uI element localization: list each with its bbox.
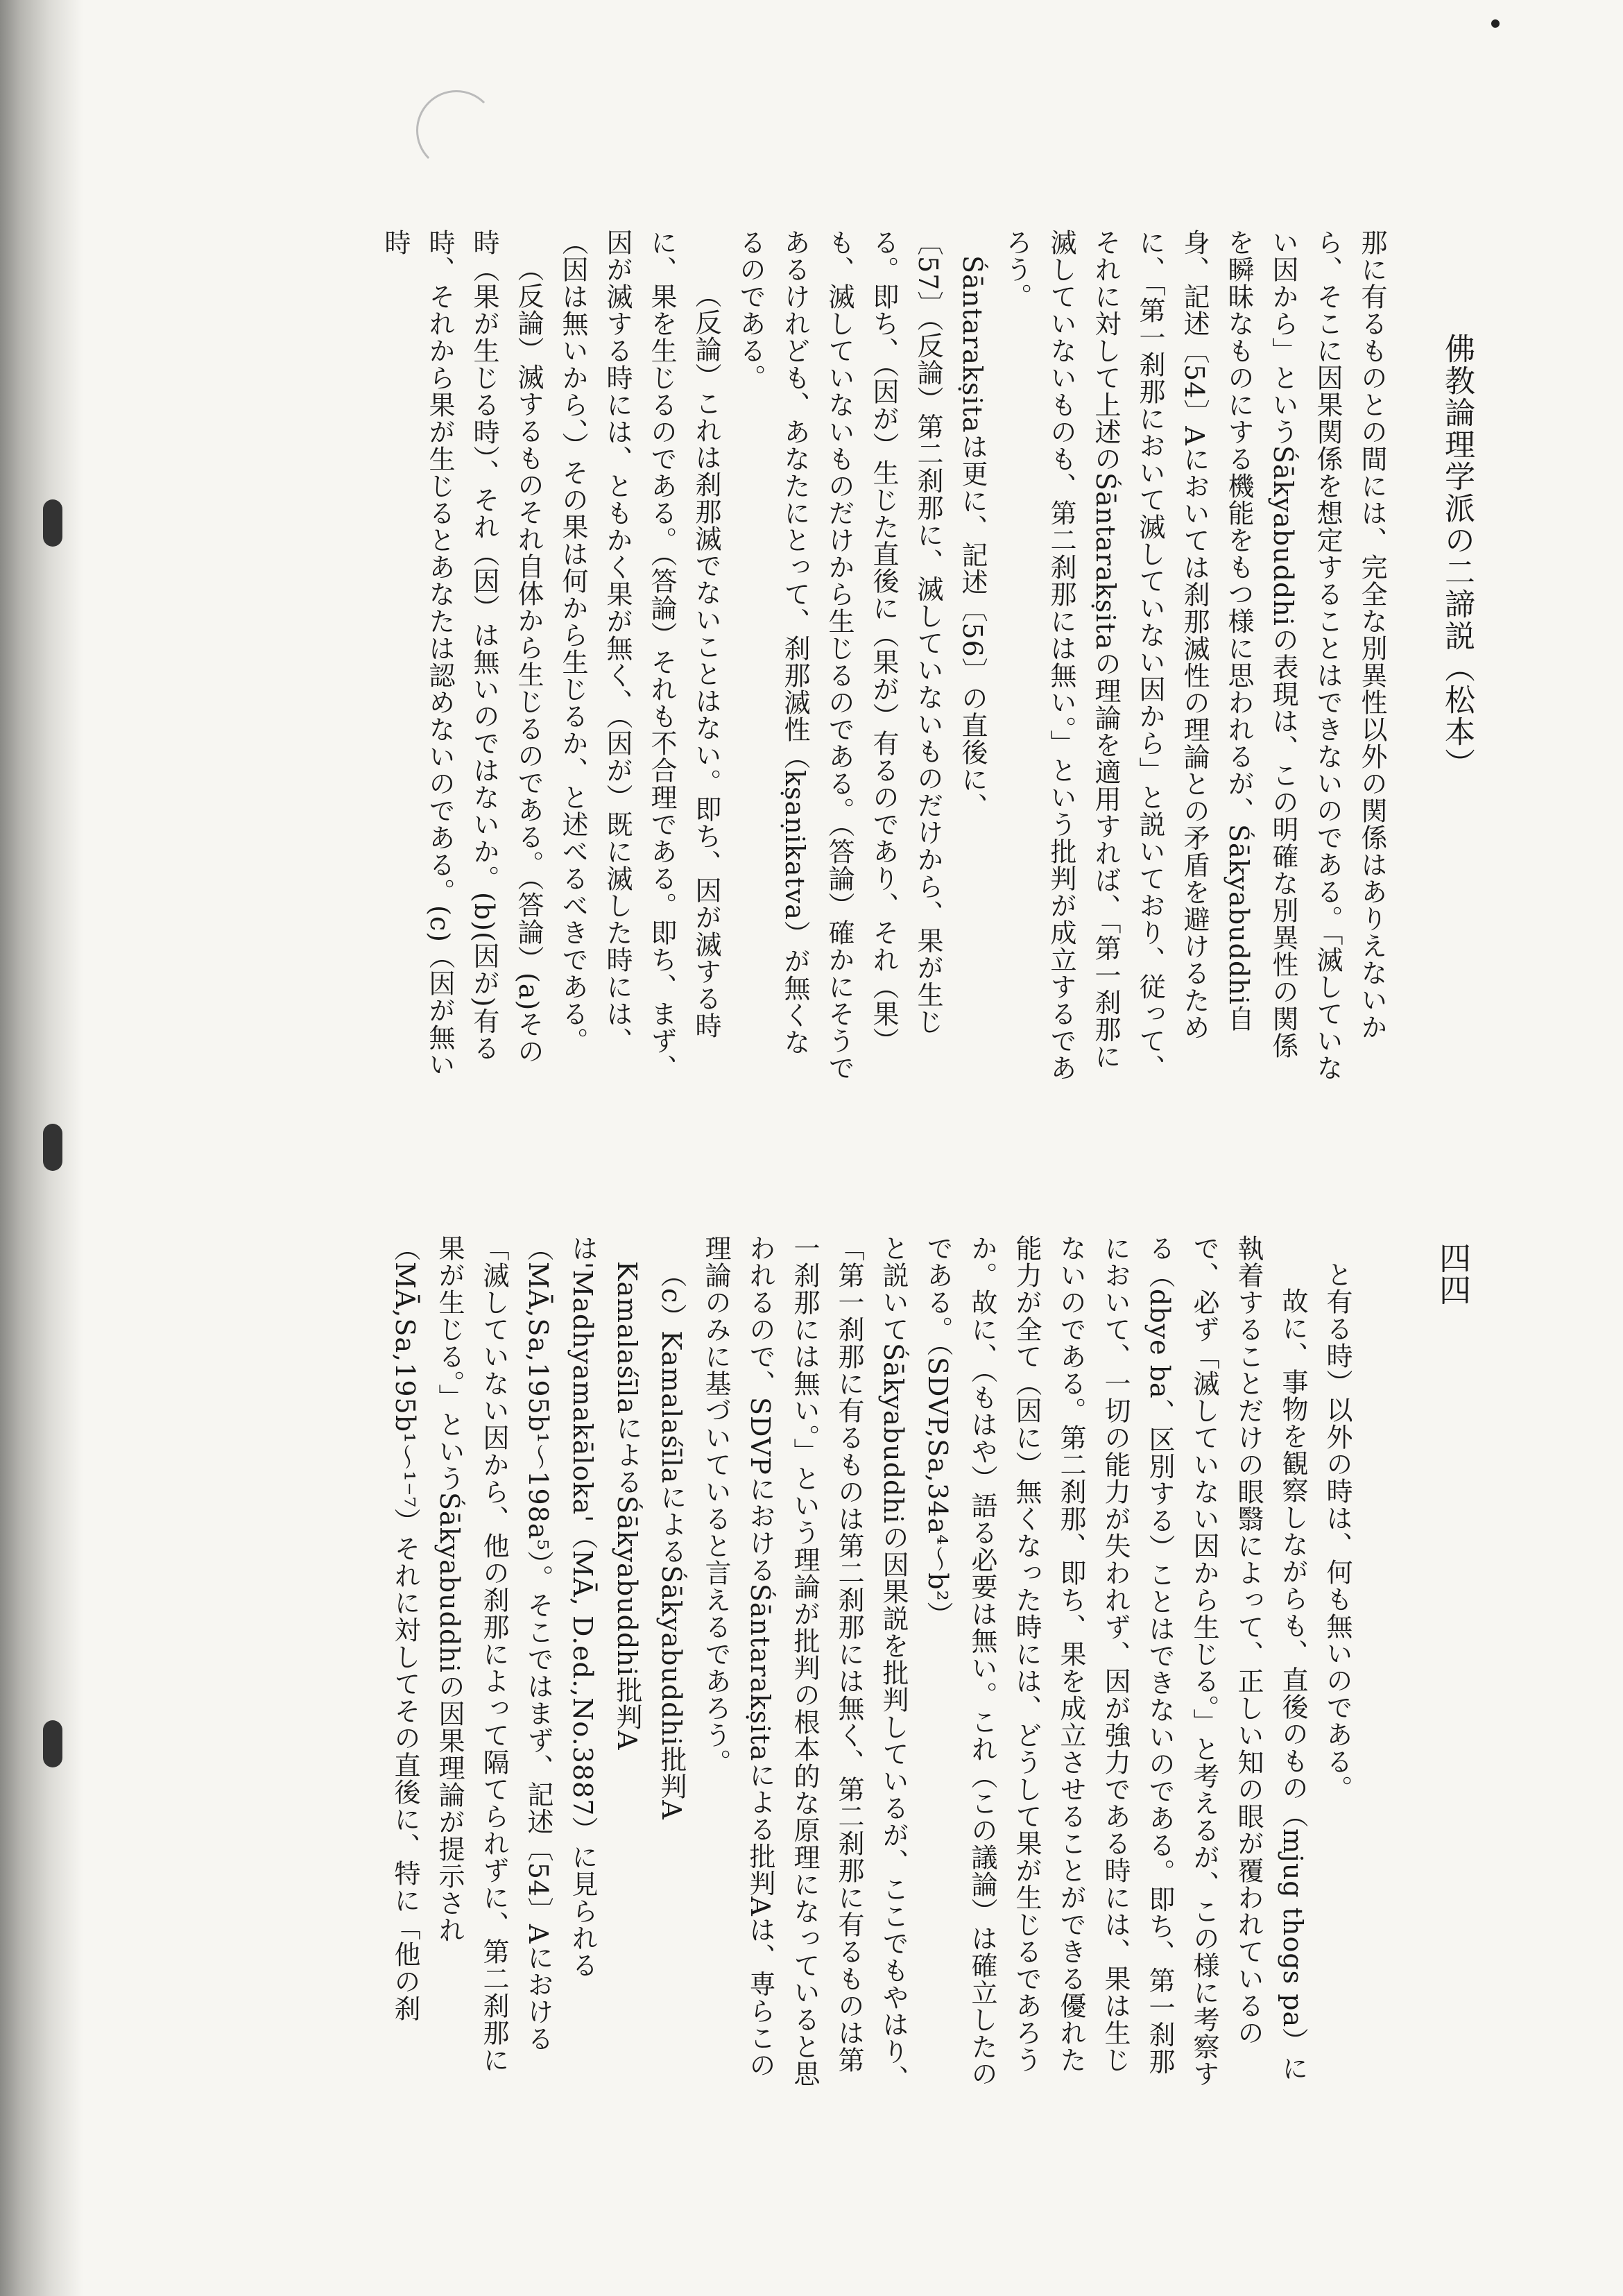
paragraph: KamalaśīlaによるŚākyabuddhi批判Aは'Madhyamakāloka'（MĀ, D.ed.,No.3887）に見られる（MĀ,Sa,195b¹～198a⁵）。そこではまず、記述〔54〕Aにおける「滅していない因から、他の刹那によって隔てられずに、第二刹那に果が生じる。」というŚākyabuddhiの因果理論が提示され（MĀ,Sa,195b¹～¹⁻⁷）それに対してその直後に、特に「他の刹 xyxy=(390,1235,642,2073)
upper-text-block xyxy=(270,229,1394,1082)
paragraph: 故に、事物を観察しながらも、直後のもの（mjug thogs pa）に執着することだけの眼翳によって、正しい知の眼が覆われているので、必ず「滅していない因から生じる。」と考えるが、この様に考察する（dbye ba、区別する）ことはできないのである。即ち、第一刹那において、一切の能力が失われず、因が強力である時には、果は生じないのである。第二刹那、即ち、果を成立させることができる優れた能力が全て（因に）無くなった時には、どうして果が生じるであろうか。故に、（もはや）語る必要は無い。これ（この議論）は確立したのである。（SDVP,Sa,34a⁴～b²） xyxy=(922,1235,1308,2087)
paragraph: と有る時）以外の時は、何も無いのである。 xyxy=(1322,1261,1352,1802)
running-head: 佛教論理学派の二諦説（松本） xyxy=(1439,333,1475,780)
section-heading: （c）KamalaśīlaによるŚākyabuddhi批判A xyxy=(656,1261,687,1820)
paragraph: （反論）滅するものそれ自体から生じるのである。（答論）(a)その時（果が生じる時）、それ（因）は無いのではないか。(b)(因が)有る時、それから果が生じるとあなたは認めないのである。(c)（因が無い時 xyxy=(380,229,544,1078)
binding-hole xyxy=(43,1720,62,1767)
quotation-57: 〔57〕（反論）第二刹那に、滅していないものだけから、果が生じる。即ち、（因が）生じた直後に（果が）有るのであり、それ（果）も、滅していないものだけから生じるのである。（答論）確かにそうであるけれども、あなたにとって、刹那滅性（kṣaṇikatva）が無くなるのである。 xyxy=(735,229,943,1081)
scan-speck xyxy=(1491,19,1500,28)
binding-shadow xyxy=(0,0,83,2296)
binding-hole xyxy=(43,1124,62,1171)
faint-stamp-mark xyxy=(416,90,497,171)
paragraph: 那に有るものとの間には、完全な別異性以外の関係はありえないから、そこに因果関係を想定することはできないのである。「滅していない因から」というŚākyabuddhiの表現は、この明確な別異性の関係を瞬昧なものにする機能をもつ様に思われるが、Śākyabuddhi自身、記述〔54〕Aにおいては刹那滅性の理論との矛盾を避けるために、「第一刹那において滅していない因から」と説いており、従って、それに対して上述のŚāntarakṣitaの理論を適用すれば、「第一刹那に滅していないものも、第二刹那には無い。」という批判が成立するであろう。 xyxy=(1002,229,1387,1081)
binding-hole xyxy=(43,499,62,547)
paragraph: Śāntarakṣitaは更に、記述〔56〕の直後に、 xyxy=(957,255,988,820)
paragraph: （反論）これは刹那滅でないことはない。即ち、因が滅する時に、果を生じるのである。（答論）それも不合理である。即ち、まず、因が滅する時には、ともかく果が無く、（因が）既に滅した時には、（因は無いから、）その果は何から生じるか、と述べるべきである。 xyxy=(558,229,721,1081)
lower-text-block xyxy=(264,1235,1359,2095)
page-number: 四四 xyxy=(1434,1242,1472,1305)
paragraph: と説いてŚākyabuddhiの因果説を批判しているが、ここでもやはり、「第一刹那に有るものは第二刹那には無く、第二刹那に有るものは第一刹那には無い。」という理論が批判の根本的な原理になっていると思われるので、SDVPにおけるŚāntarakṣitaによる批判Aは、専らこの理論のみに基づいていると言えるであろう。 xyxy=(701,1235,909,2092)
